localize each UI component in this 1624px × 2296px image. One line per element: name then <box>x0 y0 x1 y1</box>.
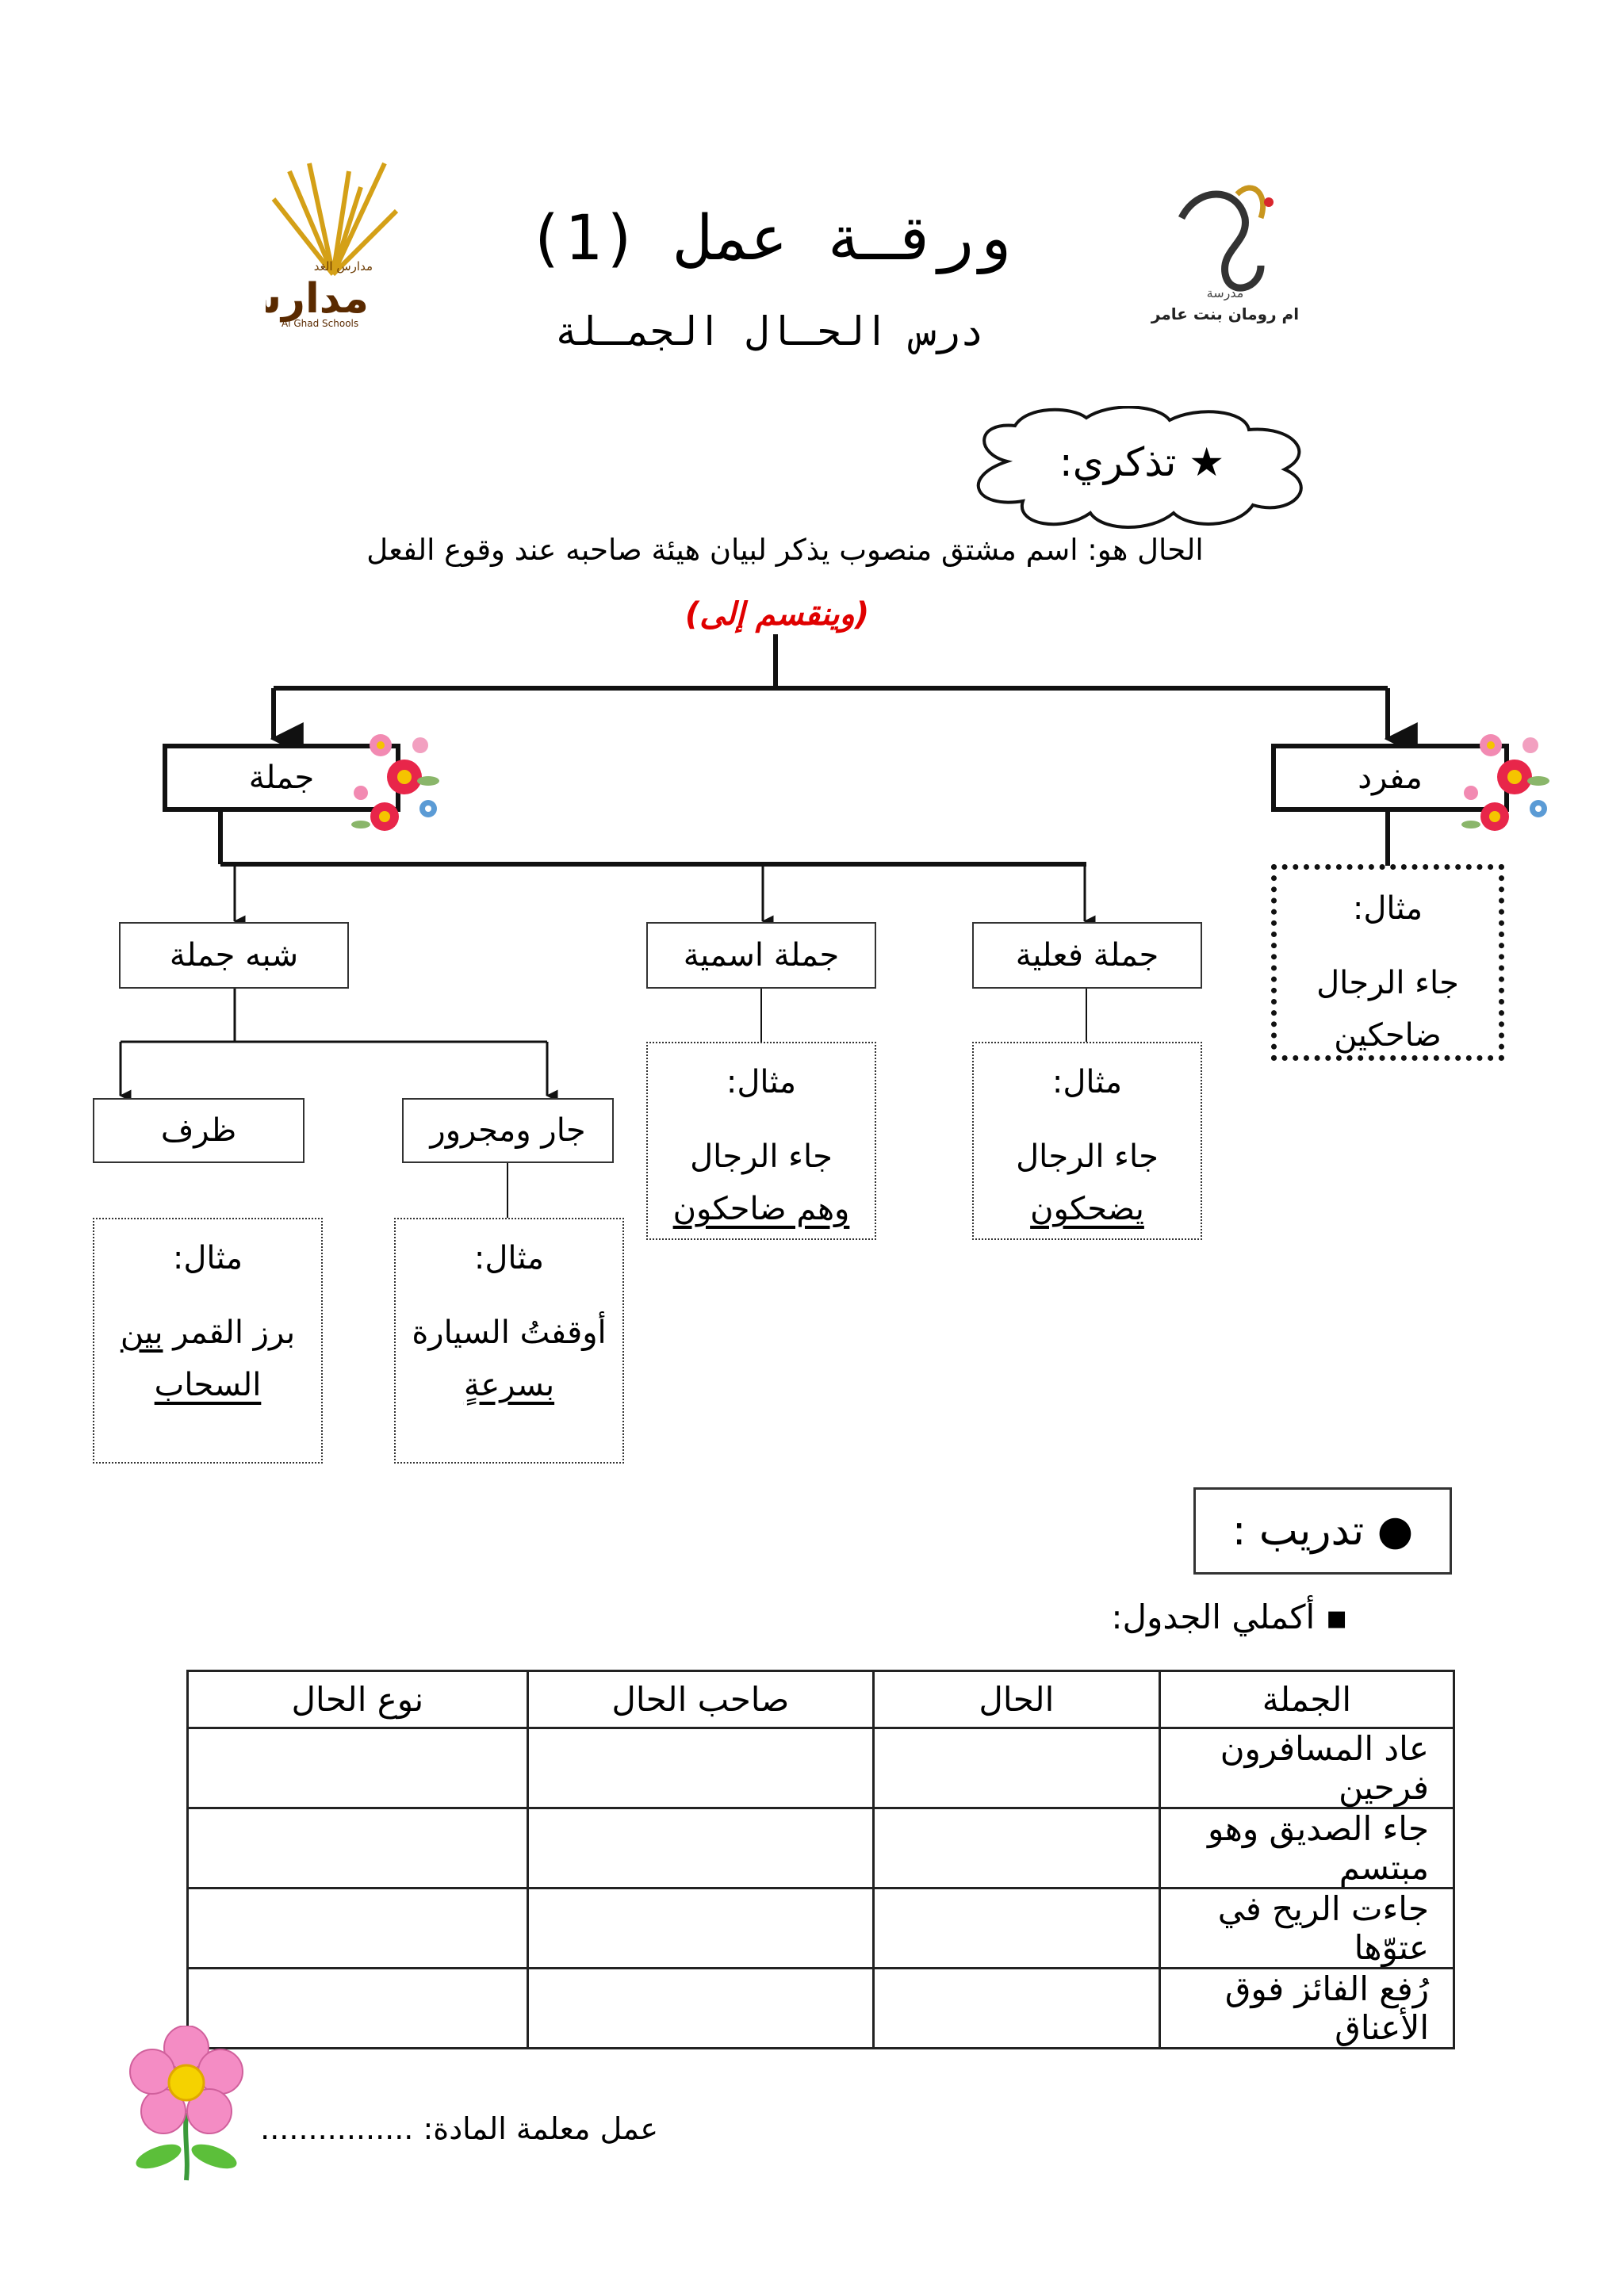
answer-cell[interactable] <box>873 1728 1159 1808</box>
jumla-fiiliya-label: جملة فعلية <box>1015 937 1159 974</box>
pink-flower-icon <box>127 2026 246 2184</box>
example-line <box>94 1307 321 1359</box>
answer-cell[interactable] <box>527 1888 873 1969</box>
example-line: أوقفتُ السيارة <box>412 1314 607 1351</box>
mufrad-example-box <box>1271 864 1504 1061</box>
shibh-jumla-label: شبه جملة <box>169 937 299 974</box>
training-table <box>186 1670 1455 2049</box>
example-text: بين <box>120 1314 163 1351</box>
jumla-label: جملة <box>248 760 315 796</box>
shibh-jumla-box <box>119 922 349 989</box>
example-line: ضاحكين <box>1334 1017 1442 1054</box>
column-header: الحال <box>873 1671 1159 1728</box>
jumla-fiiliya-box <box>972 922 1202 989</box>
example-line: بسرعةٍ <box>463 1367 555 1403</box>
jar-majrur-box <box>402 1098 614 1163</box>
example-label: مثال: <box>473 1240 545 1276</box>
zarf-example-box <box>93 1218 323 1464</box>
column-header: الجملة <box>1159 1671 1454 1728</box>
example-label: مثال: <box>1352 890 1423 927</box>
column-header: صاحب الحال <box>527 1671 873 1728</box>
table-row <box>188 1808 1454 1888</box>
flower-bouquet-icon <box>1459 714 1562 856</box>
answer-cell[interactable] <box>873 1808 1159 1888</box>
training-instruction: ▪ أكملي الجدول: <box>1111 1598 1348 1636</box>
column-header: نوع الحال <box>188 1671 528 1728</box>
answer-cell[interactable] <box>188 1728 528 1808</box>
zarf-label: ظرف <box>160 1112 237 1149</box>
training-heading-box <box>1193 1487 1452 1575</box>
example-line: وهم ضاحكون <box>672 1191 850 1227</box>
table-row <box>188 1888 1454 1969</box>
signature-dots: ................ <box>260 2111 414 2146</box>
example-label: مثال: <box>1051 1064 1123 1100</box>
training-heading: ● تدريب : <box>1231 1507 1414 1555</box>
example-line: يضحكون <box>1030 1191 1144 1227</box>
svg-text:Al Ghad Schools: Al Ghad Schools <box>282 318 359 329</box>
teacher-signature-line <box>246 2105 658 2152</box>
sentence-cell: جاءت الريح في عتوّها <box>1159 1888 1454 1969</box>
answer-cell[interactable] <box>873 1969 1159 2049</box>
zarf-box <box>93 1098 304 1163</box>
jumla-fiiliya-example-box <box>972 1042 1202 1240</box>
page-subtitle: درس الحـال الجمـلة <box>554 308 984 354</box>
example-line: جاء الرجال <box>690 1138 833 1175</box>
example-line: السحاب <box>154 1367 262 1403</box>
sentence-cell: جاء الصديق وهو مبتسم <box>1159 1808 1454 1888</box>
page-title: ورقـة عمل (1) <box>527 203 1012 274</box>
reminder-label: ★ تذكري: <box>1059 439 1225 485</box>
svg-text:مدرسة: مدرسة <box>1206 285 1244 300</box>
hal-definition: الحال هو: اسم مشتق منصوب يذكر لبيان هيئة صاحبه عند وقوع الفعل <box>366 533 1204 567</box>
svg-text:مدارس الغد: مدار <box>282 275 369 323</box>
answer-cell[interactable] <box>527 1808 873 1888</box>
table-row <box>188 1969 1454 2049</box>
teacher-label: عمل معلمة المادة: <box>423 2111 658 2146</box>
flower-bouquet-icon <box>349 714 452 856</box>
example-label: مثال: <box>172 1240 243 1276</box>
jar-majrur-example-box <box>394 1218 624 1464</box>
svg-text:ام رومان بنت عامر: ام رومان بنت عامر <box>1151 304 1300 323</box>
table-header-row <box>188 1671 1454 1728</box>
answer-cell[interactable] <box>527 1969 873 2049</box>
answer-cell[interactable] <box>188 1888 528 1969</box>
example-label: مثال: <box>726 1064 797 1100</box>
jumla-ismiya-example-box <box>646 1042 876 1240</box>
sentence-cell: رُفع الفائز فوق الأعناق <box>1159 1969 1454 2049</box>
jumla-ismiya-label: جملة اسمية <box>683 937 840 974</box>
mufrad-label: مفرد <box>1358 760 1423 796</box>
example-line: جاء الرجال <box>1016 1138 1159 1175</box>
answer-cell[interactable] <box>527 1728 873 1808</box>
jar-majrur-label: جار ومجرور <box>430 1112 586 1149</box>
jumla-ismiya-box <box>646 922 876 989</box>
example-text: برز القمر <box>163 1314 296 1351</box>
answer-cell[interactable] <box>188 1808 528 1888</box>
sentence-cell: عاد المسافرون فرحين <box>1159 1728 1454 1808</box>
svg-text:مدارس الغد: مدارس الغد <box>313 259 373 274</box>
table-row <box>188 1728 1454 1808</box>
answer-cell[interactable] <box>873 1888 1159 1969</box>
example-line: جاء الرجال <box>1316 965 1459 1001</box>
divides-into-label: (وينقسم إلى) <box>684 596 870 633</box>
